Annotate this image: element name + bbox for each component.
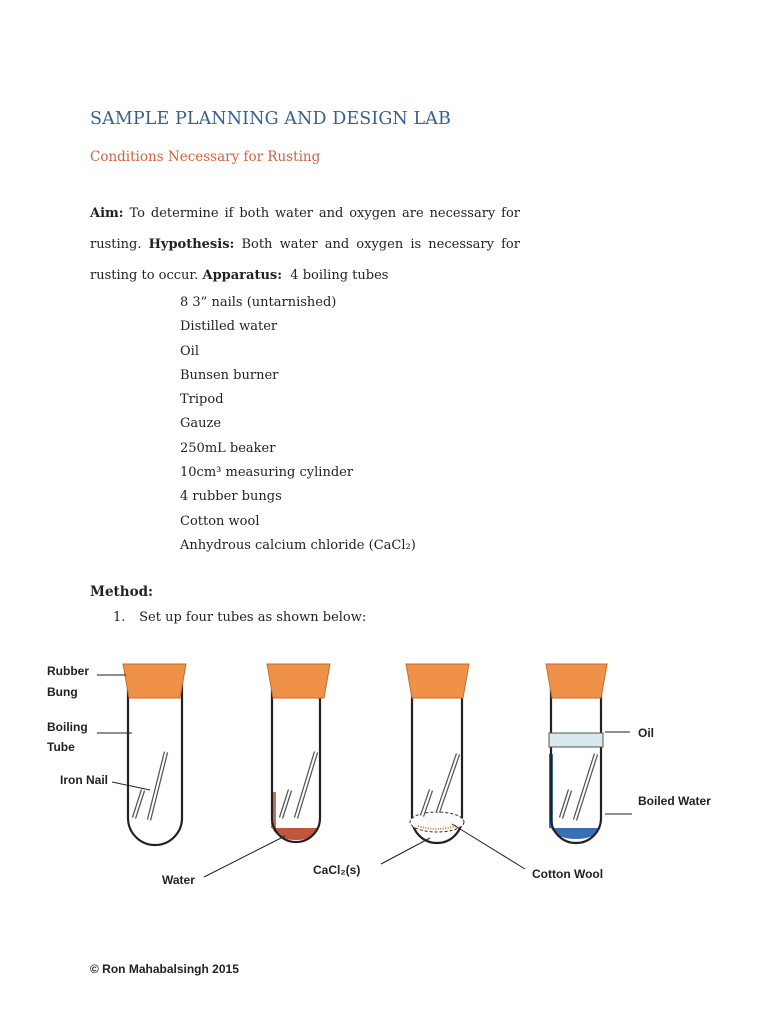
apparatus-item: 250mL beaker <box>180 440 276 456</box>
apparatus-item: Oil <box>180 343 199 359</box>
boiling-tube <box>128 680 182 845</box>
tube-4 <box>546 664 607 843</box>
rubber-bung <box>267 664 330 698</box>
iron-nail <box>281 752 316 818</box>
apparatus-item: 10cm³ measuring cylinder <box>180 465 354 481</box>
tube-1 <box>123 664 186 845</box>
aim-hypothesis-paragraph <box>90 198 520 291</box>
tube-2 <box>267 664 330 842</box>
copyright-notice: © Ron Mahabalsingh 2015 <box>90 962 239 976</box>
cotton-wool <box>410 812 464 832</box>
label-rubber-bung-1: Rubber <box>47 664 89 678</box>
label-cotton-wool: Cotton Wool <box>532 867 604 881</box>
apparatus-item: Distilled water <box>180 319 278 335</box>
aim-text: To determine if both water and oxygen are necessary for rusting. <box>90 206 521 252</box>
rubber-bung <box>123 664 186 698</box>
label-oil: Oil <box>638 726 655 740</box>
apparatus-item: Bunsen burner <box>180 367 279 383</box>
apparatus-item: Cotton wool <box>180 513 260 529</box>
label-boiling-tube-1: Boiling <box>47 720 88 734</box>
oil-layer <box>549 733 603 747</box>
method-heading: Method: <box>90 584 154 600</box>
label-rubber-bung-2: Bung <box>47 685 78 699</box>
step-text: Set up four tubes as shown below: <box>139 610 367 625</box>
step-number: 1. <box>113 610 126 625</box>
apparatus-item: 4 boiling tubes <box>290 268 389 283</box>
apparatus-item: Tripod <box>180 392 224 408</box>
label-water: Water <box>162 873 195 887</box>
hypothesis-text: Both water and oxygen is necessary for rusting to occur. <box>90 237 520 283</box>
apparatus-item: 4 rubber bungs <box>180 489 282 505</box>
method-step <box>113 610 366 625</box>
iron-nail <box>561 754 596 820</box>
apparatus-item: Anhydrous calcium chloride (CaCl₂) <box>180 537 416 553</box>
rusting-diagram <box>0 640 768 900</box>
rubber-bung <box>546 664 607 698</box>
apparatus-item: Gauze <box>180 416 222 432</box>
apparatus-label: Apparatus: <box>202 268 283 283</box>
aim-label: Aim: <box>90 206 124 221</box>
hypothesis-label: Hypothesis: <box>148 237 235 252</box>
page-subtitle: Conditions Necessary for Rusting <box>90 149 321 165</box>
label-boiling-tube-2: Tube <box>47 740 75 754</box>
label-iron-nail: Iron Nail <box>60 773 109 787</box>
apparatus-list <box>180 291 416 558</box>
apparatus-item: 8 3” nails (untarnished) <box>180 295 337 310</box>
label-cacl2: CaCl₂(s) <box>313 863 361 877</box>
tube-3 <box>406 664 469 843</box>
page-title: SAMPLE PLANNING AND DESIGN LAB <box>90 109 451 129</box>
rubber-bung <box>406 664 469 698</box>
label-boiled-water: Boiled Water <box>638 794 711 808</box>
